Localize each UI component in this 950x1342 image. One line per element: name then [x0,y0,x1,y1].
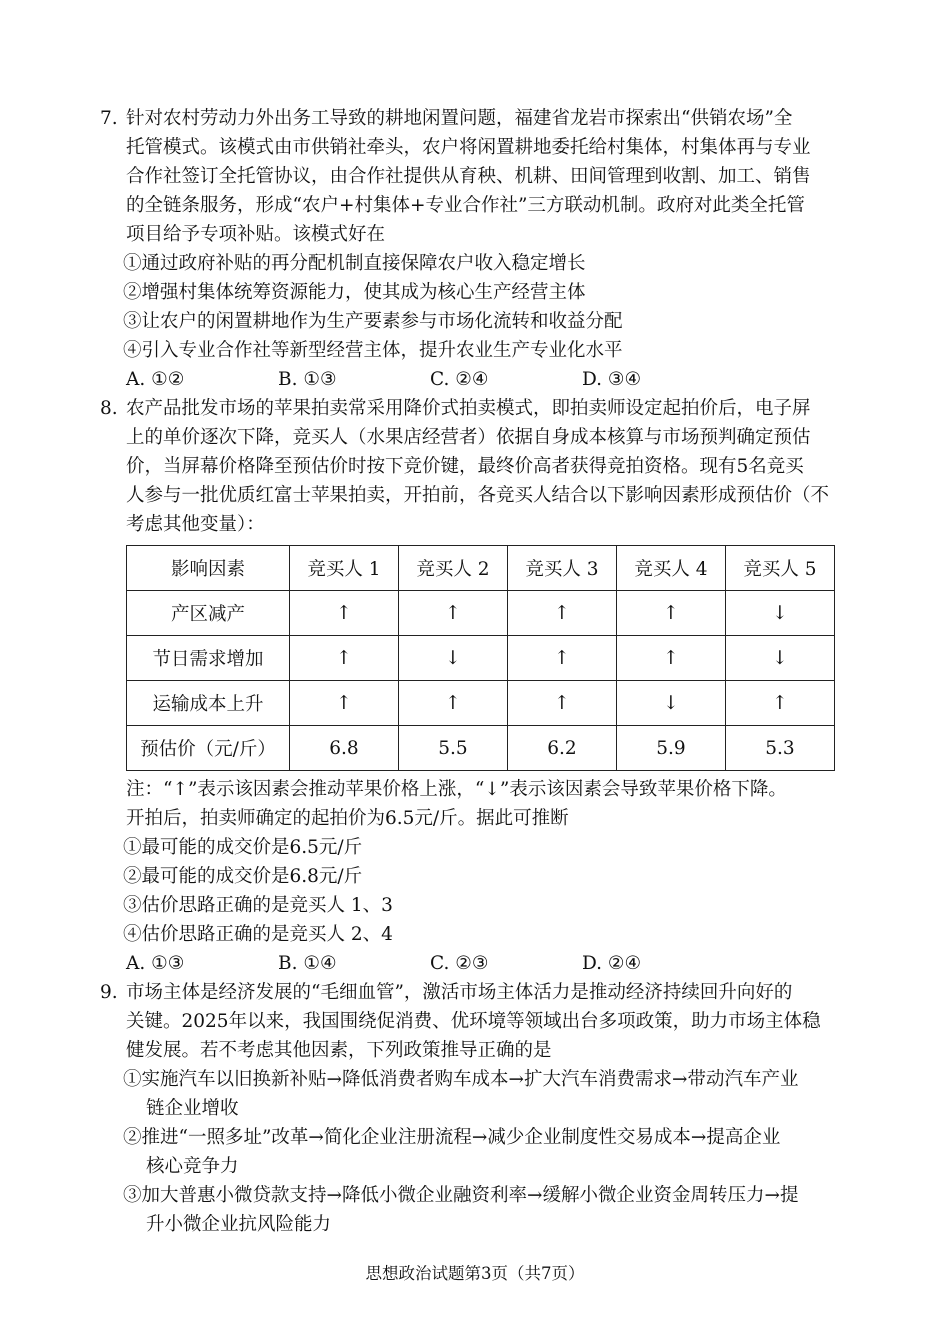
table-cell [508,681,617,726]
question-stem-line: 市场主体是经济发展的“毛细血管”，激活市场主体活力是推动经济持续回升向好的 [126,982,793,1003]
question-stem-line: 人参与一批优质红富士苹果拍卖，开拍前，各竞买人结合以下影响因素形成预估价（不 [126,485,830,506]
table-header-cell: 竞买人 4 [617,546,726,591]
arrow-icon: ↑ [554,601,570,624]
statement-option: ①实施汽车以旧换新补贴→降低消费者购车成本→扩大汽车消费需求→带动汽车产业 [123,1069,799,1090]
question-stem-line: 托管模式。该模式由市供销社牵头，农户将闲置耕地委托给村集体，村集体再与专业 [126,137,811,158]
answer-choices [100,365,850,394]
factor-table [126,545,835,771]
question-stem-line: 项目给予专项补贴。该模式好在 [126,224,386,245]
table-header-cell: 竞买人 2 [399,546,508,591]
statement-option: ②最可能的成交价是6.8元/斤 [123,866,363,887]
question-stem-line: 价，当屏幕价格降至预估价时按下竞价键，最终价高者获得竞拍资格。现有5名竞买 [126,456,804,477]
table-cell [290,681,399,726]
question-stem-line: 考虑其他变量）： [126,514,265,535]
table-note: 开拍后，拍卖师确定的起拍价为6.5元/斤。据此可推断 [126,808,569,829]
table-row-label: 预估价（元/斤） [127,726,290,771]
table-cell [726,681,835,726]
table-header-cell: 影响因素 [127,546,290,591]
table-cell [617,681,726,726]
question-8 [100,394,850,978]
table-row-label: 运输成本上升 [127,681,290,726]
table-note: 注：“↑”表示该因素会推动苹果价格上涨，“↓”表示该因素会导致苹果价格下降。 [126,779,787,800]
table-cell: 5.5 [399,726,508,771]
arrow-icon: ↓ [772,646,788,669]
table-header-cell: 竞买人 3 [508,546,617,591]
question-stem-line: 农产品批发市场的苹果拍卖常采用降价式拍卖模式，即拍卖师设定起拍价后，电子屏 [126,398,811,419]
table-row [127,636,835,681]
question-stem-line: 合作社签订全托管协议，由合作社提供从育秧、机耕、田间管理到收割、加工、销售 [126,166,811,187]
statement-option: ②推进“一照多址”改革→简化企业注册流程→减少企业制度性交易成本→提高企业 [123,1127,781,1148]
table-cell [617,591,726,636]
statement-option-continuation: 链企业增收 [146,1098,239,1119]
statement-option: ③加大普惠小微贷款支持→降低小微企业融资利率→缓解小微企业资金周转压力→提 [123,1185,799,1206]
choice-a: A. ①③ [126,953,185,974]
statement-option-continuation: 升小微企业抗风险能力 [146,1214,332,1235]
statement-option: ②增强村集体统筹资源能力，使其成为核心生产经营主体 [123,282,586,303]
arrow-icon: ↑ [663,646,679,669]
statement-option: ④估价思路正确的是竞买人 2、4 [123,924,393,945]
choice-c: C. ②③ [430,953,489,974]
choice-b: B. ①③ [278,369,337,390]
table-row-label: 节日需求增加 [127,636,290,681]
arrow-icon: ↑ [336,646,352,669]
table-cell [290,591,399,636]
arrow-icon: ↑ [554,691,570,714]
arrow-icon: ↓ [772,601,788,624]
question-number: 8. [100,398,118,419]
table-cell: 5.3 [726,726,835,771]
question-stem-line: 上的单价逐次下降，竞买人（水果店经营者）依据自身成本核算与市场预判确定预估 [126,427,811,448]
choice-b: B. ①④ [278,953,337,974]
table-cell [508,591,617,636]
statement-option: ①通过政府补贴的再分配机制直接保障农户收入稳定增长 [123,253,586,274]
choice-d: D. ③④ [582,369,642,390]
table-row [127,591,835,636]
table-header-row [127,546,835,591]
table-header-cell: 竞买人 5 [726,546,835,591]
arrow-icon: ↑ [445,601,461,624]
arrow-icon: ↑ [554,646,570,669]
table-cell: 6.8 [290,726,399,771]
table-row [127,681,835,726]
choice-c: C. ②④ [430,369,489,390]
table-cell [399,681,508,726]
arrow-icon: ↑ [336,691,352,714]
arrow-icon: ↑ [663,601,679,624]
question-number: 9. [100,982,118,1003]
question-9 [100,978,850,1239]
page-footer: 思想政治试题第3页（共7页） [365,1264,585,1283]
statement-option: ③让农户的闲置耕地作为生产要素参与市场化流转和收益分配 [123,311,623,332]
statement-option: ③估价思路正确的是竞买人 1、3 [123,895,393,916]
statement-option: ①最可能的成交价是6.5元/斤 [123,837,363,858]
table-header-cell: 竞买人 1 [290,546,399,591]
arrow-icon: ↓ [445,646,461,669]
question-stem-line: 的全链条服务，形成“农户+村集体+专业合作社”三方联动机制。政府对此类全托管 [126,195,805,216]
table-cell [726,591,835,636]
table-cell: 5.9 [617,726,726,771]
table-cell [290,636,399,681]
choice-d: D. ②④ [582,953,642,974]
arrow-icon: ↓ [663,691,679,714]
answer-choices [100,949,850,978]
choice-a: A. ①② [126,369,185,390]
question-stem-line: 关键。2025年以来，我国围绕促消费、优环境等领域出台多项政策，助力市场主体稳 [126,1011,821,1032]
arrow-icon: ↑ [445,691,461,714]
question-stem-line: 健发展。若不考虑其他因素，下列政策推导正确的是 [126,1040,552,1061]
question-stem-line: 针对农村劳动力外出务工导致的耕地闲置问题，福建省龙岩市探索出“供销农场”全 [126,108,793,129]
arrow-icon: ↑ [772,691,788,714]
question-number: 7. [100,108,118,129]
table-cell [399,591,508,636]
arrow-icon: ↑ [336,601,352,624]
table-row [127,726,835,771]
table-cell [726,636,835,681]
table-cell: 6.2 [508,726,617,771]
statement-option: ④引入专业合作社等新型经营主体，提升农业生产专业化水平 [123,340,623,361]
table-row-label: 产区减产 [127,591,290,636]
table-cell [617,636,726,681]
statement-option-continuation: 核心竞争力 [146,1156,239,1177]
table-cell [508,636,617,681]
table-cell [399,636,508,681]
question-7 [100,104,850,394]
